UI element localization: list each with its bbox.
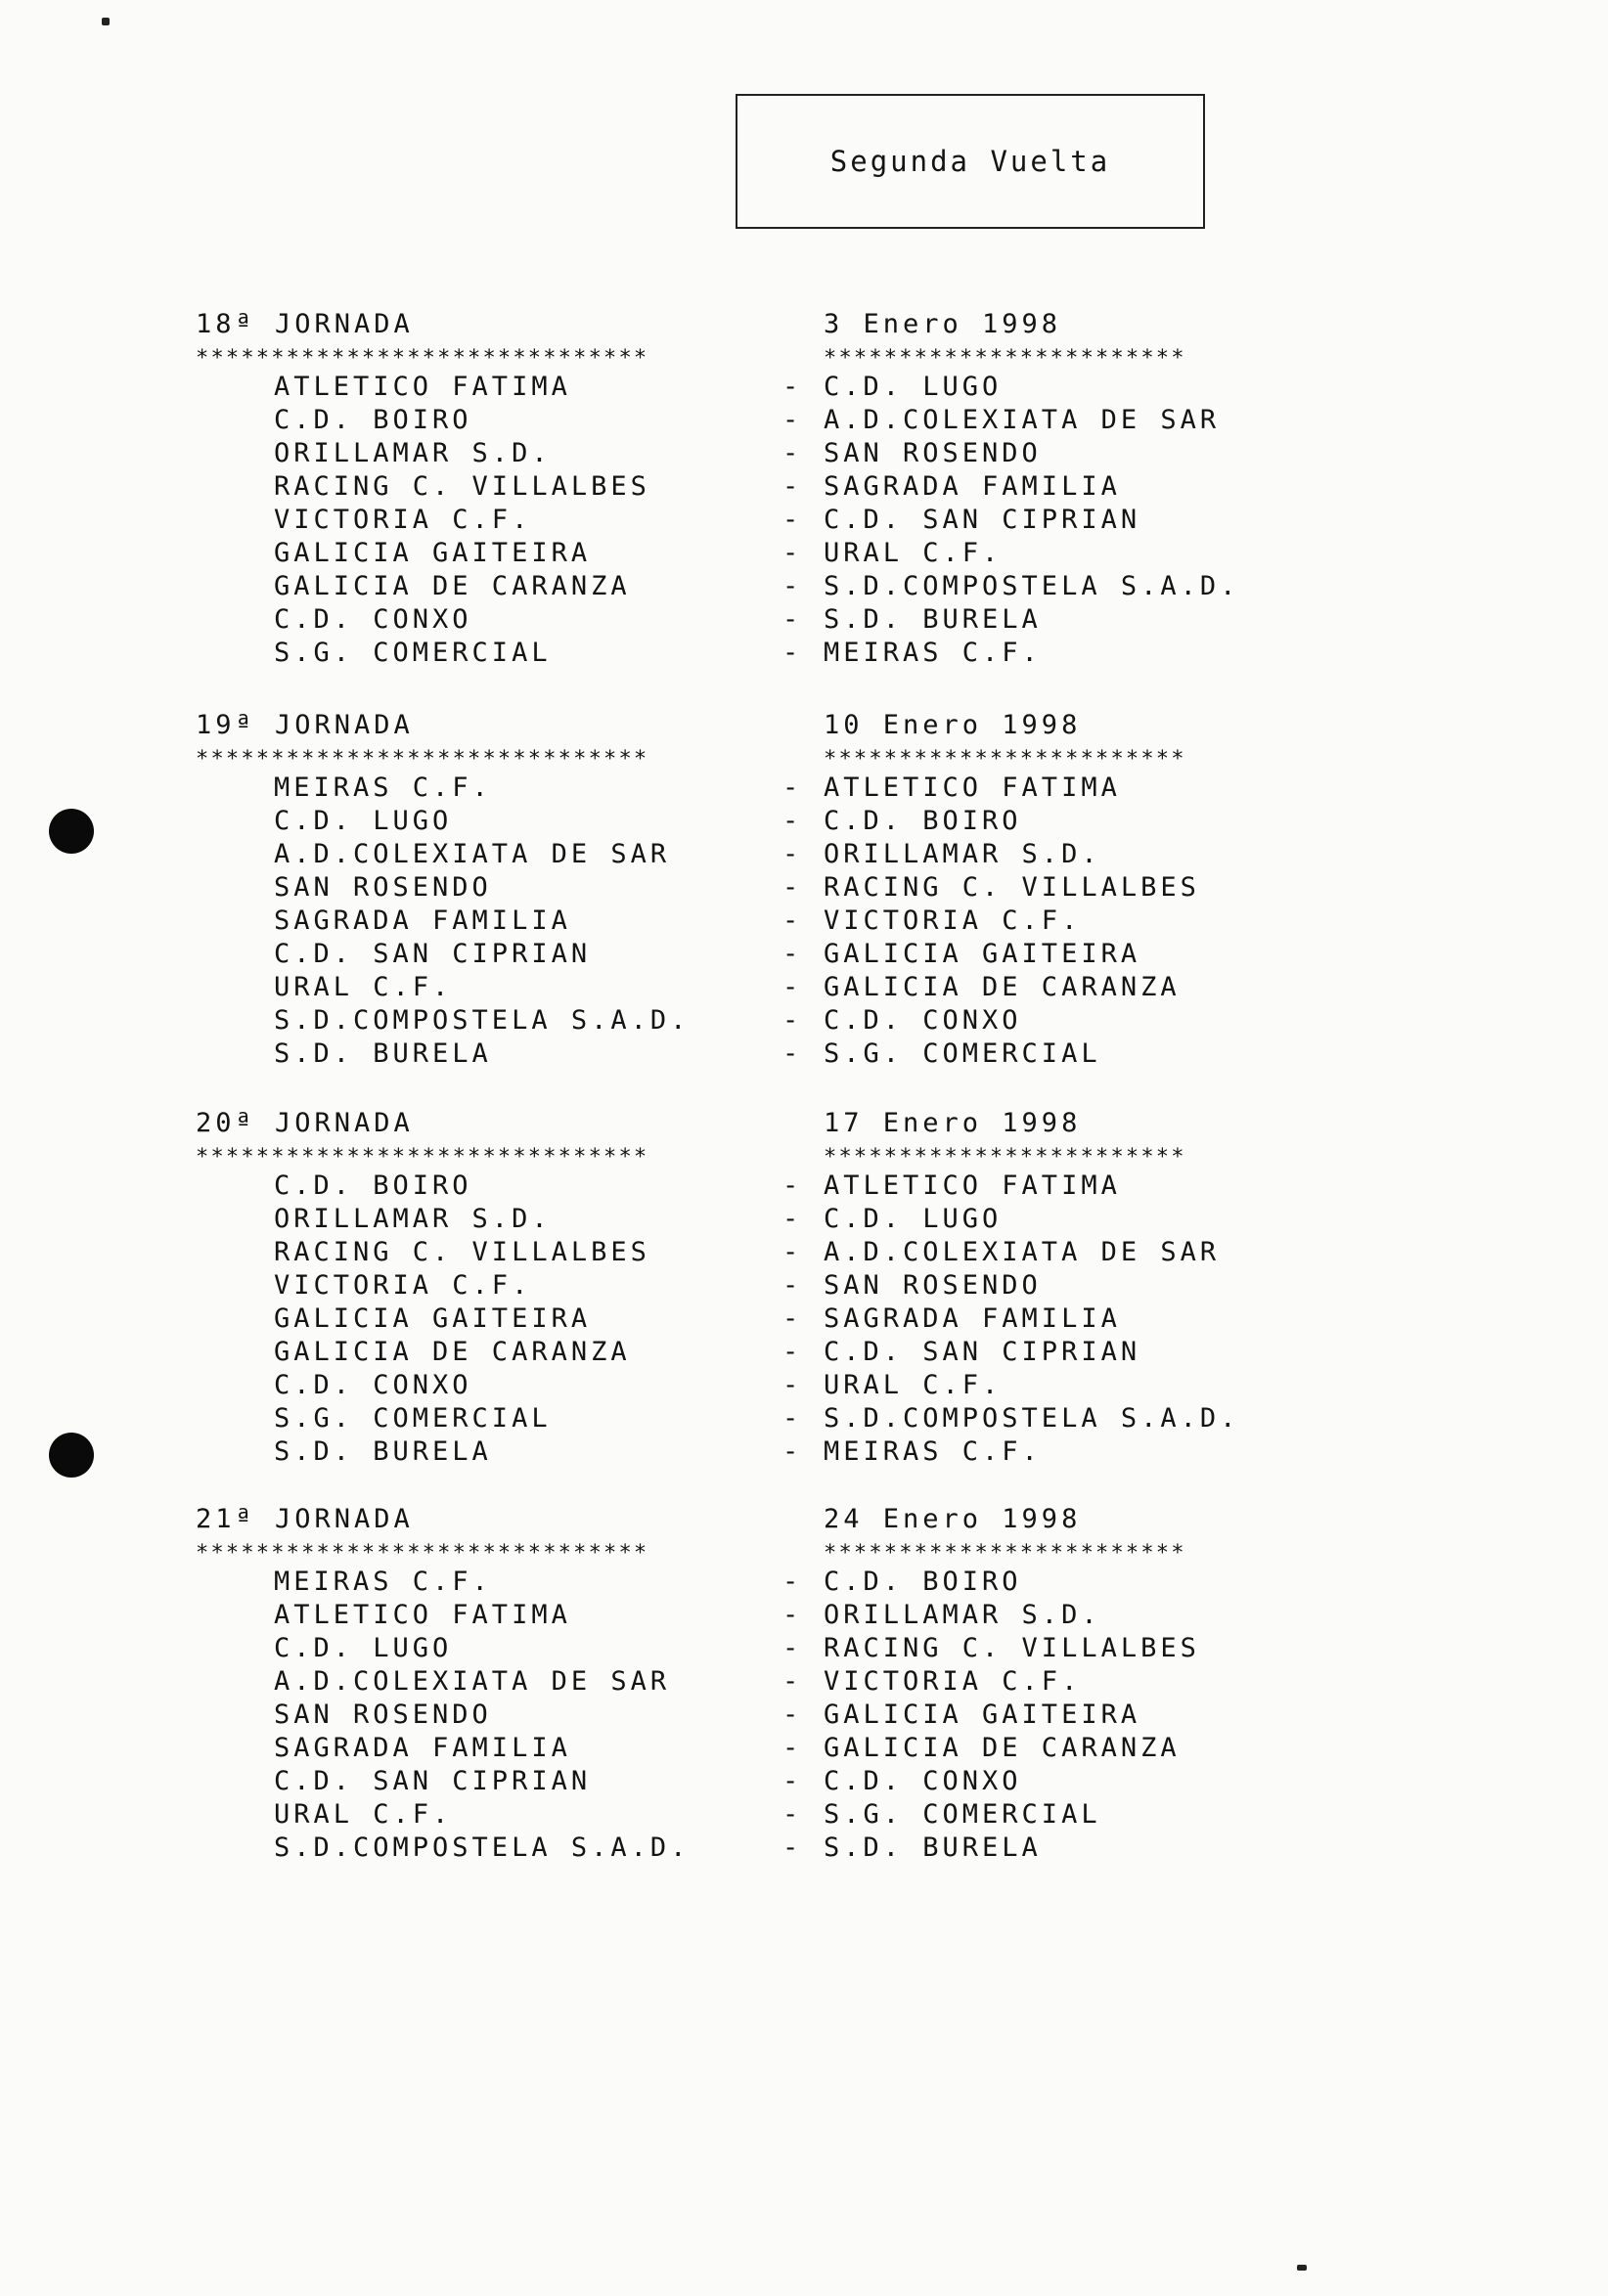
home-team: S.G. COMERCIAL xyxy=(274,638,552,668)
jornada-name: 20ª JORNADA xyxy=(196,1108,414,1138)
title-box xyxy=(736,94,1205,229)
match-row xyxy=(0,1170,1608,1204)
match-separator: - xyxy=(782,773,803,803)
jornada-name: 21ª JORNADA xyxy=(196,1504,414,1534)
match-separator: - xyxy=(782,1700,803,1730)
match-row xyxy=(0,1832,1608,1866)
stars-divider xyxy=(0,743,1608,773)
match-separator: - xyxy=(782,604,803,635)
away-team: S.D. BURELA xyxy=(824,604,1042,635)
home-team: C.D. LUGO xyxy=(274,1633,453,1663)
jornada-block xyxy=(0,309,1608,671)
stars-left: ****************************** xyxy=(196,1145,649,1170)
match-row xyxy=(0,773,1608,806)
home-team: C.D. CONXO xyxy=(274,604,472,635)
match-separator: - xyxy=(782,1370,803,1400)
away-team: URAL C.F. xyxy=(824,1370,1003,1400)
match-row xyxy=(0,1567,1608,1600)
match-separator: - xyxy=(782,1666,803,1697)
home-team: VICTORIA C.F. xyxy=(274,1270,532,1301)
away-team: A.D.COLEXIATA DE SAR xyxy=(824,405,1221,435)
home-team: C.D. SAN CIPRIAN xyxy=(274,1766,592,1796)
jornada-header xyxy=(0,1504,1608,1537)
match-separator: - xyxy=(782,1567,803,1597)
jornada-date: 24 Enero 1998 xyxy=(824,1504,1082,1534)
match-row xyxy=(0,939,1608,972)
match-separator: - xyxy=(782,405,803,435)
away-team: GALICIA GAITEIRA xyxy=(824,939,1141,969)
match-separator: - xyxy=(782,372,803,402)
away-team: SAGRADA FAMILIA xyxy=(824,1303,1121,1334)
away-team: RACING C. VILLALBES xyxy=(824,1633,1200,1663)
home-team: ATLETICO FATIMA xyxy=(274,372,571,402)
stars-right: ************************ xyxy=(824,1145,1186,1170)
match-row xyxy=(0,1799,1608,1832)
away-team: GALICIA GAITEIRA xyxy=(824,1700,1141,1730)
stars-divider xyxy=(0,342,1608,372)
page-title: Segunda Vuelta xyxy=(829,145,1111,178)
home-team: MEIRAS C.F. xyxy=(274,773,492,803)
away-team: SAN ROSENDO xyxy=(824,1270,1042,1301)
home-team: GALICIA GAITEIRA xyxy=(274,538,592,568)
match-separator: - xyxy=(782,1799,803,1830)
home-team: SAN ROSENDO xyxy=(274,872,492,903)
match-row xyxy=(0,1766,1608,1799)
match-row xyxy=(0,1436,1608,1470)
stars-right: ************************ xyxy=(824,1541,1186,1566)
match-row xyxy=(0,1666,1608,1700)
home-team: URAL C.F. xyxy=(274,972,453,1002)
away-team: S.D. BURELA xyxy=(824,1832,1042,1863)
match-separator: - xyxy=(782,1733,803,1763)
match-separator: - xyxy=(782,972,803,1002)
match-separator: - xyxy=(782,1436,803,1467)
match-row xyxy=(0,1204,1608,1237)
match-separator: - xyxy=(782,1237,803,1267)
away-team: VICTORIA C.F. xyxy=(824,905,1082,936)
match-separator: - xyxy=(782,839,803,869)
home-team: C.D. LUGO xyxy=(274,806,453,836)
stars-right: ************************ xyxy=(824,346,1186,371)
match-row xyxy=(0,1600,1608,1633)
away-team: SAN ROSENDO xyxy=(824,438,1042,468)
match-row xyxy=(0,1005,1608,1038)
away-team: S.G. COMERCIAL xyxy=(824,1799,1101,1830)
jornada-date: 17 Enero 1998 xyxy=(824,1108,1082,1138)
match-row xyxy=(0,638,1608,671)
match-row xyxy=(0,1237,1608,1270)
match-separator: - xyxy=(782,638,803,668)
home-team: MEIRAS C.F. xyxy=(274,1567,492,1597)
match-row xyxy=(0,1303,1608,1337)
match-row xyxy=(0,1038,1608,1072)
away-team: C.D. LUGO xyxy=(824,1204,1003,1234)
away-team: C.D. CONXO xyxy=(824,1005,1022,1036)
stars-right: ************************ xyxy=(824,747,1186,772)
scan-speck xyxy=(1297,2265,1307,2271)
away-team: S.G. COMERCIAL xyxy=(824,1038,1101,1069)
stars-left: ****************************** xyxy=(196,1541,649,1566)
away-team: C.D. SAN CIPRIAN xyxy=(824,1337,1141,1367)
match-separator: - xyxy=(782,1766,803,1796)
match-row xyxy=(0,505,1608,538)
match-separator: - xyxy=(782,1170,803,1201)
home-team: S.D. BURELA xyxy=(274,1038,492,1069)
match-separator: - xyxy=(782,505,803,535)
away-team: VICTORIA C.F. xyxy=(824,1666,1082,1697)
home-team: C.D. CONXO xyxy=(274,1370,472,1400)
away-team: URAL C.F. xyxy=(824,538,1003,568)
match-separator: - xyxy=(782,438,803,468)
match-row xyxy=(0,972,1608,1005)
home-team: S.D. BURELA xyxy=(274,1436,492,1467)
match-separator: - xyxy=(782,1303,803,1334)
home-team: VICTORIA C.F. xyxy=(274,505,532,535)
match-separator: - xyxy=(782,1005,803,1036)
away-team: S.D.COMPOSTELA S.A.D. xyxy=(824,1403,1240,1434)
away-team: MEIRAS C.F. xyxy=(824,638,1042,668)
stars-divider xyxy=(0,1537,1608,1567)
away-team: C.D. CONXO xyxy=(824,1766,1022,1796)
away-team: S.D.COMPOSTELA S.A.D. xyxy=(824,571,1240,601)
away-team: C.D. BOIRO xyxy=(824,1567,1022,1597)
match-separator: - xyxy=(782,1832,803,1863)
match-separator: - xyxy=(782,1270,803,1301)
home-team: ORILLAMAR S.D. xyxy=(274,1204,552,1234)
jornada-header xyxy=(0,309,1608,342)
jornada-block xyxy=(0,1108,1608,1470)
match-separator: - xyxy=(782,471,803,502)
home-team: S.D.COMPOSTELA S.A.D. xyxy=(274,1005,691,1036)
home-team: GALICIA GAITEIRA xyxy=(274,1303,592,1334)
away-team: C.D. SAN CIPRIAN xyxy=(824,505,1141,535)
match-row xyxy=(0,538,1608,571)
home-team: GALICIA DE CARANZA xyxy=(274,571,631,601)
jornada-block xyxy=(0,710,1608,1072)
away-team: MEIRAS C.F. xyxy=(824,1436,1042,1467)
away-team: ATLETICO FATIMA xyxy=(824,773,1121,803)
match-row xyxy=(0,905,1608,939)
match-row xyxy=(0,604,1608,638)
stars-left: ****************************** xyxy=(196,346,649,371)
match-separator: - xyxy=(782,905,803,936)
home-team: C.D. BOIRO xyxy=(274,405,472,435)
jornada-header xyxy=(0,710,1608,743)
home-team: C.D. SAN CIPRIAN xyxy=(274,939,592,969)
away-team: A.D.COLEXIATA DE SAR xyxy=(824,1237,1221,1267)
home-team: ORILLAMAR S.D. xyxy=(274,438,552,468)
away-team: C.D. LUGO xyxy=(824,372,1003,402)
match-row xyxy=(0,372,1608,405)
home-team: A.D.COLEXIATA DE SAR xyxy=(274,839,671,869)
match-separator: - xyxy=(782,571,803,601)
jornada-date: 10 Enero 1998 xyxy=(824,710,1082,740)
home-team: SAGRADA FAMILIA xyxy=(274,1733,571,1763)
away-team: SAGRADA FAMILIA xyxy=(824,471,1121,502)
match-row xyxy=(0,1370,1608,1403)
match-row xyxy=(0,1337,1608,1370)
jornada-header xyxy=(0,1108,1608,1141)
home-team: RACING C. VILLALBES xyxy=(274,1237,650,1267)
away-team: GALICIA DE CARANZA xyxy=(824,1733,1181,1763)
home-team: RACING C. VILLALBES xyxy=(274,471,650,502)
match-row xyxy=(0,1270,1608,1303)
match-separator: - xyxy=(782,538,803,568)
match-separator: - xyxy=(782,1038,803,1069)
jornada-date: 3 Enero 1998 xyxy=(824,309,1062,339)
match-row xyxy=(0,1700,1608,1733)
match-separator: - xyxy=(782,1600,803,1630)
match-row xyxy=(0,1633,1608,1666)
away-team: ORILLAMAR S.D. xyxy=(824,1600,1101,1630)
home-team: S.D.COMPOSTELA S.A.D. xyxy=(274,1832,691,1863)
away-team: RACING C. VILLALBES xyxy=(824,872,1200,903)
home-team: ATLETICO FATIMA xyxy=(274,1600,571,1630)
away-team: C.D. BOIRO xyxy=(824,806,1022,836)
match-separator: - xyxy=(782,806,803,836)
match-row xyxy=(0,405,1608,438)
home-team: GALICIA DE CARANZA xyxy=(274,1337,631,1367)
away-team: ORILLAMAR S.D. xyxy=(824,839,1101,869)
match-row xyxy=(0,471,1608,505)
jornada-name: 18ª JORNADA xyxy=(196,309,414,339)
match-separator: - xyxy=(782,1337,803,1367)
stars-left: ****************************** xyxy=(196,747,649,772)
scan-speck xyxy=(102,18,110,25)
match-row xyxy=(0,839,1608,872)
jornada-block xyxy=(0,1504,1608,1866)
match-row xyxy=(0,438,1608,471)
match-row xyxy=(0,1403,1608,1436)
match-row xyxy=(0,1733,1608,1766)
away-team: ATLETICO FATIMA xyxy=(824,1170,1121,1201)
match-separator: - xyxy=(782,1633,803,1663)
home-team: SAGRADA FAMILIA xyxy=(274,905,571,936)
home-team: SAN ROSENDO xyxy=(274,1700,492,1730)
match-separator: - xyxy=(782,872,803,903)
match-row xyxy=(0,571,1608,604)
jornada-name: 19ª JORNADA xyxy=(196,710,414,740)
home-team: C.D. BOIRO xyxy=(274,1170,472,1201)
match-row xyxy=(0,806,1608,839)
stars-divider xyxy=(0,1141,1608,1170)
match-separator: - xyxy=(782,1403,803,1434)
match-row xyxy=(0,872,1608,905)
match-separator: - xyxy=(782,939,803,969)
away-team: GALICIA DE CARANZA xyxy=(824,972,1181,1002)
home-team: A.D.COLEXIATA DE SAR xyxy=(274,1666,671,1697)
home-team: URAL C.F. xyxy=(274,1799,453,1830)
home-team: S.G. COMERCIAL xyxy=(274,1403,552,1434)
match-separator: - xyxy=(782,1204,803,1234)
